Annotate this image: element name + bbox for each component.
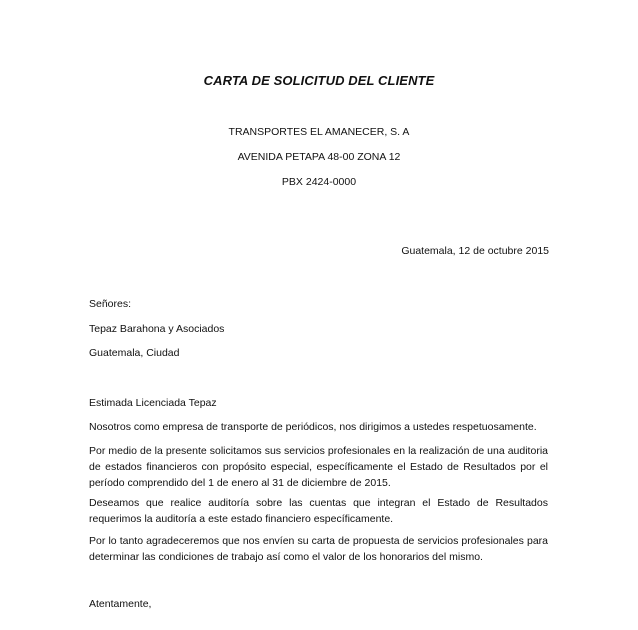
paragraph-2: Por medio de la presente solicitamos sus servicios profesionales en la realización de una auditoria de estados financieros con propósito especial, específicamente el Estado de Resultados por el período comprendido del 1 de enero al 31 de diciembre de 2015. xyxy=(89,445,548,489)
closing: Atentamente, xyxy=(89,598,152,610)
letter-title: CARTA DE SOLICITUD DEL CLIENTE xyxy=(203,73,435,88)
recipient-city: Guatemala, Ciudad xyxy=(89,347,180,359)
recipient-salutation: Señores: xyxy=(89,298,132,310)
letter-date: Guatemala, 12 de octubre 2015 xyxy=(401,245,549,257)
company-address: AVENIDA PETAPA 48-00 ZONA 12 xyxy=(237,151,401,163)
paragraph-3: Deseamos que realice auditoría sobre las cuentas que integran el Estado de Resultados requerimos la auditoría a este estado financiero específicamente. xyxy=(89,497,548,525)
greeting: Estimada Licenciada Tepaz xyxy=(89,397,217,409)
company-name: TRANSPORTES EL AMANECER, S. A xyxy=(228,126,410,138)
paragraph-4: Por lo tanto agradeceremos que nos envíen su carta de propuesta de servicios profesionales para determinar las condiciones de trabajo así como el valor de los honorarios del mismo. xyxy=(89,535,548,563)
company-phone: PBX 2424-0000 xyxy=(281,176,357,188)
recipient-name: Tepaz Barahona y Asociados xyxy=(89,323,225,335)
paragraph-1: Nosotros como empresa de transporte de periódicos, nos dirigimos a ustedes respetuosamente. xyxy=(89,421,537,433)
